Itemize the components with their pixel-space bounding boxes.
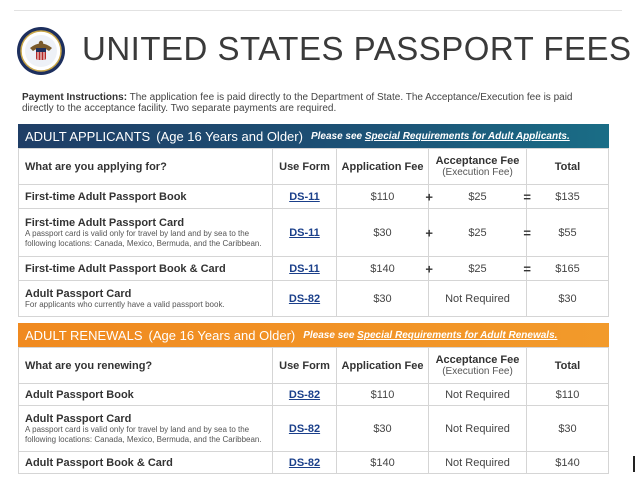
row-app-fee [337, 452, 429, 474]
section-note [311, 131, 570, 142]
row-total [527, 281, 609, 317]
equals-sign: = [523, 189, 531, 204]
col-total: Total [527, 348, 609, 384]
plus-sign: + [425, 225, 433, 240]
row-note: A passport card is valid only for travel by land and by sea to the following locations: Canada, Mexico, Bermuda, and the Caribbean. [25, 228, 262, 248]
table-row [19, 209, 609, 257]
row-acc-fee [429, 209, 531, 257]
acc-fee-value: Not Required [445, 422, 510, 435]
row-app-fee [337, 257, 433, 281]
form-link-ds-82[interactable]: DS-82 [288, 422, 321, 435]
table-row [19, 281, 609, 317]
total-value: $140 [555, 456, 580, 469]
section-subtitle: (Age 16 Years and Older) [156, 128, 303, 144]
row-title: Adult Passport Book [25, 388, 134, 401]
section-note [303, 330, 557, 341]
total-value: $110 [555, 388, 580, 401]
row-total [527, 406, 609, 452]
row-app-fee [337, 281, 429, 317]
plus-sign: + [425, 261, 433, 276]
acc-fee-sublabel: (Execution Fee) [442, 167, 513, 178]
adult-renewals-table [18, 347, 609, 474]
row-app-fee [337, 185, 433, 209]
row-label [19, 384, 273, 406]
row-label [19, 257, 273, 281]
col-form: Use Form [273, 348, 337, 384]
form-link-ds-11[interactable]: DS-11 [289, 226, 320, 239]
acc-fee-value: $25 [468, 262, 487, 275]
table-row [19, 185, 609, 209]
row-label [19, 185, 273, 209]
special-requirements-adult-renewals-link[interactable]: Special Requirements for Adult Renewals. [357, 329, 558, 341]
acc-fee-label: Acceptance Fee [435, 155, 520, 167]
row-total [527, 452, 609, 474]
col-question: What are you renewing? [19, 348, 273, 384]
row-title: Adult Passport Card [25, 287, 132, 300]
equals-sign: = [523, 225, 531, 240]
row-app-fee [337, 209, 433, 257]
note-prefix: Please see [303, 329, 358, 341]
row-acc-fee [429, 185, 531, 209]
acc-fee-sublabel: (Execution Fee) [442, 366, 513, 377]
plus-sign: + [425, 189, 433, 204]
section-title: ADULT APPLICANTS [25, 128, 151, 144]
col-app-fee: Application Fee [337, 348, 429, 384]
row-total [527, 384, 609, 406]
acc-fee-value: Not Required [445, 292, 510, 305]
row-acc-fee [429, 257, 531, 281]
col-question: What are you applying for? [19, 149, 273, 185]
row-label [19, 281, 273, 317]
row-note: For applicants who currently have a valid passport book. [25, 299, 225, 309]
col-total: Total [527, 149, 609, 185]
row-form [273, 185, 337, 209]
col-form: Use Form [273, 149, 337, 185]
equals-sign: = [523, 261, 531, 276]
page-title: UNITED STATES PASSPORT FEES [82, 30, 632, 67]
app-fee-value: $110 [370, 388, 395, 401]
app-fee-value: $30 [373, 226, 392, 239]
row-form [273, 384, 337, 406]
note-prefix: Please see [310, 130, 365, 142]
row-acc-fee [429, 452, 527, 474]
row-label [19, 209, 273, 257]
row-acc-fee [429, 406, 527, 452]
table-row [19, 406, 609, 452]
col-app-fee: Application Fee [337, 149, 429, 185]
row-label [19, 406, 273, 452]
app-fee-value: $30 [373, 292, 392, 305]
row-form [273, 452, 337, 474]
department-of-state-seal-icon [16, 26, 66, 76]
row-form [273, 406, 337, 452]
table-row [19, 257, 609, 281]
total-value: $135 [555, 190, 580, 203]
acc-fee-value: Not Required [445, 388, 510, 401]
row-form [273, 209, 337, 257]
row-app-fee [337, 406, 429, 452]
row-label [19, 452, 273, 474]
section-title: ADULT RENEWALS [25, 327, 143, 343]
col-acc-fee [429, 149, 527, 185]
row-note: A passport card is valid only for travel by land and by sea to the following locations: Canada, Mexico, Bermuda, and the Caribbean. [25, 424, 262, 444]
table-header-row [19, 348, 609, 384]
row-app-fee [337, 384, 429, 406]
instructions-text: The application fee is paid directly to the Department of State. The Acceptance/Execution fee is paid directly to the acceptance facility. Two separate payments are required. [22, 92, 573, 114]
row-total [527, 257, 609, 281]
form-link-ds-11[interactable]: DS-11 [289, 262, 320, 275]
adult-applicants-band [18, 124, 609, 148]
row-title: First-time Adult Passport Book [25, 190, 187, 203]
special-requirements-adult-applicants-link[interactable]: Special Requirements for Adult Applicants. [364, 130, 570, 142]
row-total [527, 185, 609, 209]
text-cursor [633, 456, 635, 472]
row-form [273, 281, 337, 317]
top-divider [14, 10, 622, 11]
row-title: Adult Passport Card [25, 412, 132, 425]
acc-fee-label: Acceptance Fee [435, 354, 520, 366]
form-link-ds-82[interactable]: DS-82 [288, 388, 321, 401]
total-value: $30 [558, 292, 577, 305]
acc-fee-value: $25 [468, 226, 487, 239]
adult-applicants-section [18, 124, 609, 317]
row-title: First-time Adult Passport Book & Card [25, 262, 226, 275]
row-title: First-time Adult Passport Card [25, 216, 185, 229]
row-acc-fee [429, 281, 527, 317]
app-fee-value: $30 [373, 422, 392, 435]
app-fee-value: $110 [370, 190, 395, 203]
total-value: $30 [558, 422, 577, 435]
total-value: $55 [558, 226, 577, 239]
col-acc-fee [429, 348, 527, 384]
form-link-ds-82[interactable]: DS-82 [288, 292, 321, 305]
payment-instructions [22, 92, 597, 114]
page-header [16, 24, 632, 80]
section-subtitle: (Age 16 Years and Older) [148, 327, 296, 343]
app-fee-value: $140 [370, 262, 395, 275]
app-fee-value: $140 [370, 456, 395, 469]
row-total [527, 209, 609, 257]
table-row [19, 452, 609, 474]
row-acc-fee [429, 384, 527, 406]
table-row [19, 384, 609, 406]
instructions-label: Payment Instructions: [22, 92, 128, 103]
adult-applicants-table [18, 148, 609, 317]
form-link-ds-82[interactable]: DS-82 [288, 456, 321, 469]
row-form [273, 257, 337, 281]
adult-renewals-section [18, 323, 609, 474]
total-value: $165 [555, 262, 580, 275]
adult-renewals-band [18, 323, 609, 347]
acc-fee-value: Not Required [445, 456, 510, 469]
table-header-row [19, 149, 609, 185]
form-link-ds-11[interactable]: DS-11 [289, 190, 320, 203]
acc-fee-value: $25 [468, 190, 487, 203]
row-title: Adult Passport Book & Card [25, 456, 173, 469]
